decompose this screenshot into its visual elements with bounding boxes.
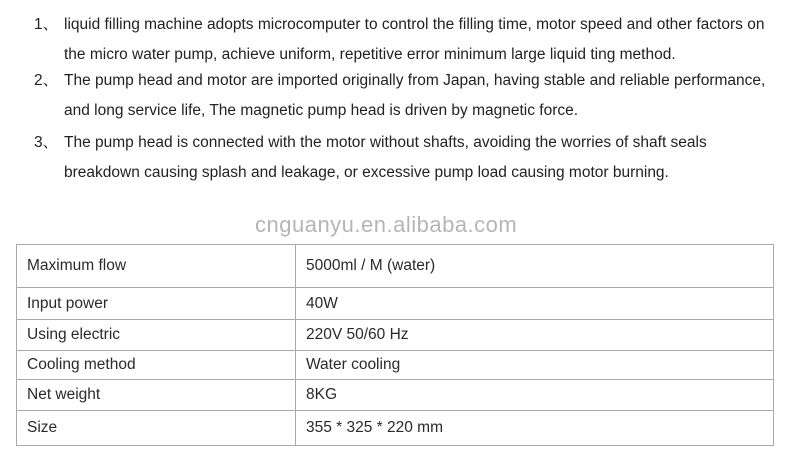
table-row	[17, 288, 774, 320]
table-row	[17, 351, 774, 380]
feature-number: 2、	[34, 72, 59, 89]
spec-table	[16, 244, 774, 446]
feature-text: The pump head is connected with the motor without shafts, avoiding the worries of shaft seals breakdown causing splash and leakage, or excessive pump load causing motor burning.	[64, 134, 707, 181]
feature-item	[34, 128, 774, 188]
spec-value: 40W	[296, 288, 774, 320]
spec-value: 8KG	[296, 380, 774, 411]
spec-value: Water cooling	[296, 351, 774, 380]
spec-label: Net weight	[17, 380, 296, 411]
table-row	[17, 320, 774, 351]
feature-item	[34, 10, 774, 70]
table-row	[17, 245, 774, 288]
watermark: cnguanyu.en.alibaba.com	[255, 212, 518, 237]
feature-text: liquid filling machine adopts microcomputer to control the filling time, motor speed and other factors on the micro water pump, achieve uniform, repetitive error minimum large liquid ting method.	[64, 16, 765, 63]
spec-value: 220V 50/60 Hz	[296, 320, 774, 351]
feature-item	[34, 66, 774, 126]
spec-label: Input power	[17, 288, 296, 320]
spec-label: Cooling method	[17, 351, 296, 380]
spec-label: Using electric	[17, 320, 296, 351]
spec-label: Maximum flow	[17, 245, 296, 288]
spec-label: Size	[17, 411, 296, 446]
table-row	[17, 380, 774, 411]
spec-value: 355 * 325 * 220 mm	[296, 411, 774, 446]
feature-text: The pump head and motor are imported originally from Japan, having stable and reliable performance, and long service life, The magnetic pump head is driven by magnetic force.	[64, 72, 766, 119]
feature-number: 3、	[34, 134, 59, 151]
feature-list	[34, 10, 774, 190]
spec-value: 5000ml / M (water)	[296, 245, 774, 288]
feature-number: 1、	[34, 16, 59, 33]
table-row	[17, 411, 774, 446]
